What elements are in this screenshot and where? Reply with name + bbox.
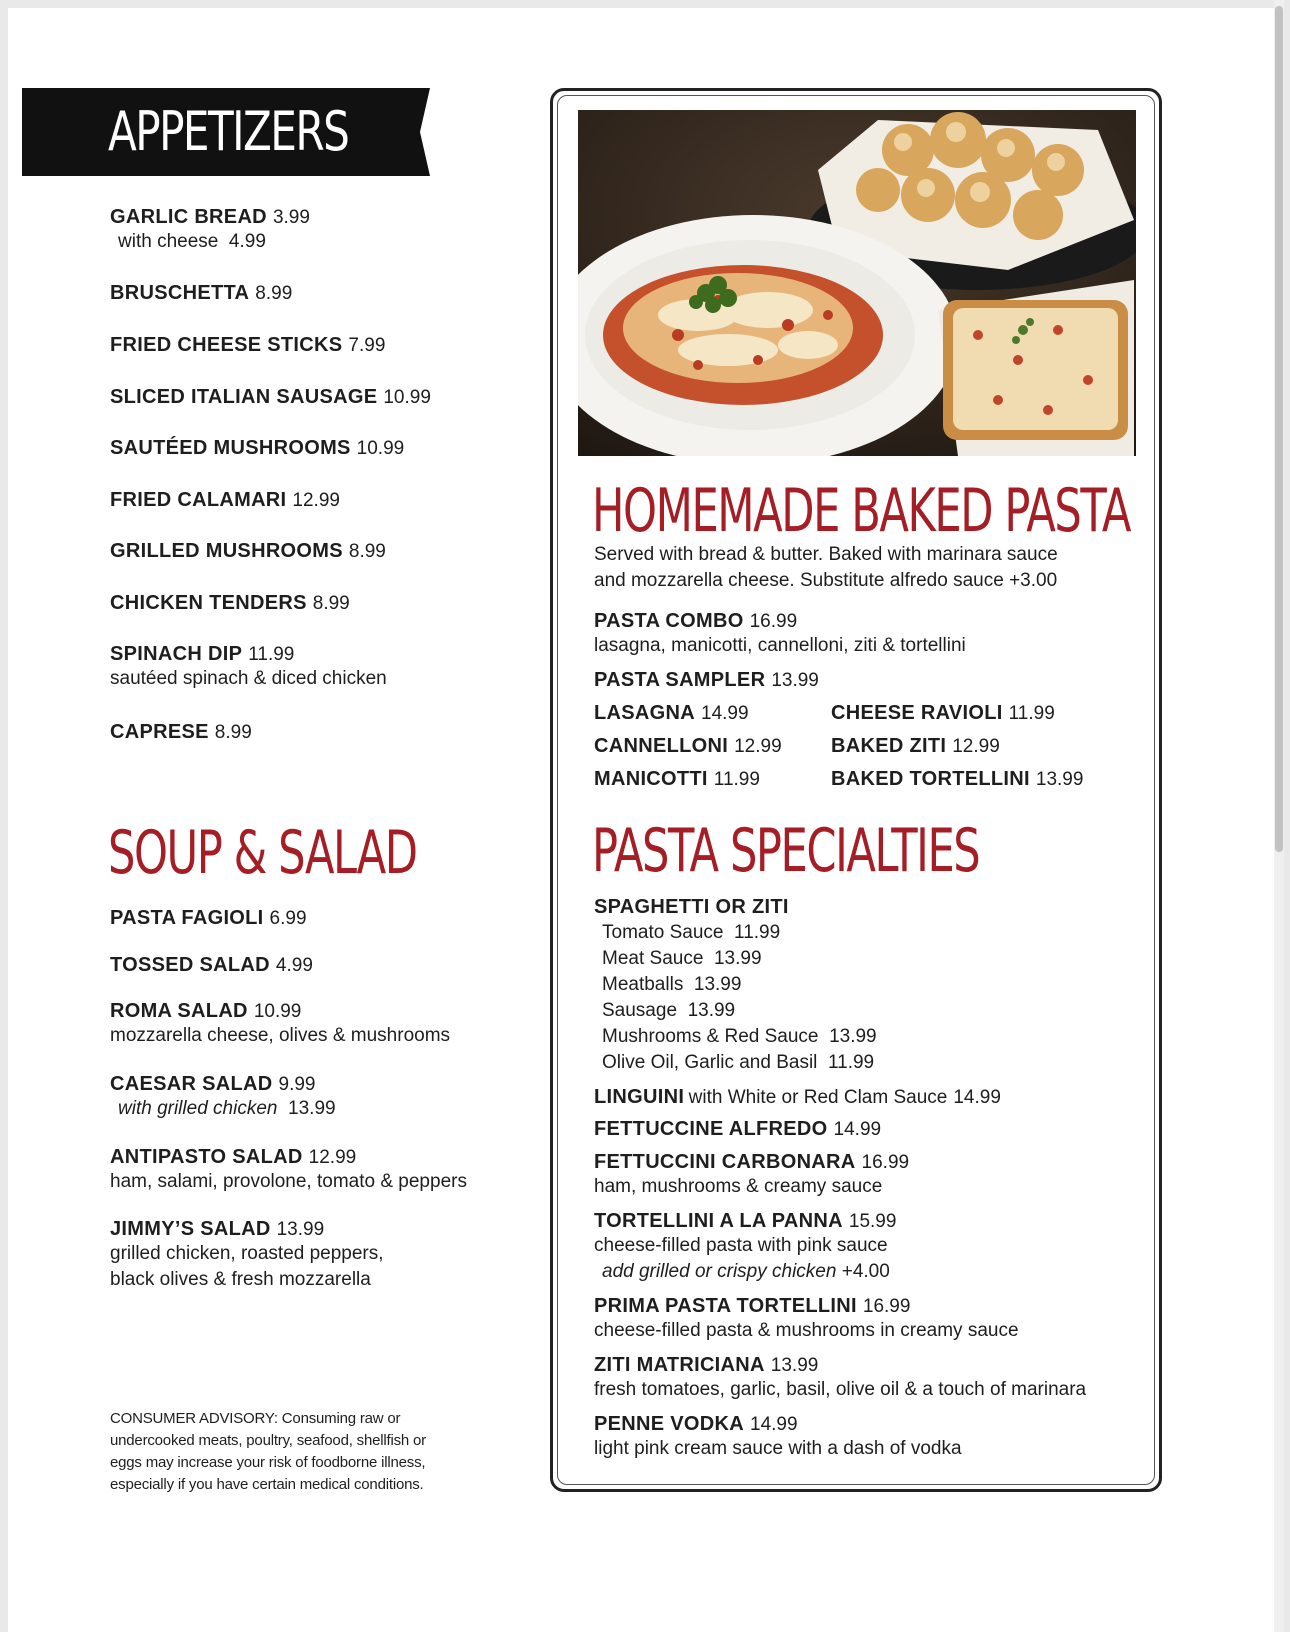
item-name: TORTELLINI A LA PANNA (594, 1210, 843, 1232)
menu-item-tossed-salad (110, 954, 313, 977)
appetizers-title: APPETIZERS (108, 100, 349, 163)
item-name: SAUTÉED MUSHROOMS (110, 437, 351, 459)
item-name: PASTA FAGIOLI (110, 907, 264, 929)
item-price: 13.99 (771, 670, 819, 691)
option-label: Meatballs (602, 974, 684, 995)
scrollbar-thumb[interactable] (1275, 6, 1283, 852)
item-price: 12.99 (734, 736, 782, 757)
menu-item-fettuccine-alfredo (594, 1118, 881, 1141)
consumer-advisory (110, 1408, 450, 1496)
baked-pasta-description (594, 542, 1058, 594)
option-price: 13.99 (829, 1026, 877, 1047)
option-price: 13.99 (687, 1000, 736, 1021)
item-price: 8.99 (312, 593, 350, 614)
item-description-2: black olives & fresh mozzarella (110, 1269, 371, 1290)
option-olive-oil-garlic-basil (602, 1052, 874, 1074)
item-name: CAESAR SALAD (110, 1073, 273, 1095)
description-line: and mozzarella cheese. Substitute alfredo sauce +3.00 (594, 570, 1058, 591)
item-name: BAKED TORTELLINI (831, 768, 1030, 790)
menu-item-bruschetta (110, 282, 292, 305)
menu-item-pasta-combo (594, 610, 966, 659)
menu-item-prima-pasta-tortellini (594, 1295, 1019, 1344)
item-description: with White or Red Clam Sauce (688, 1087, 948, 1108)
item-addon: add grilled or crispy chicken (602, 1261, 837, 1282)
item-sub: with grilled chicken (118, 1098, 278, 1119)
option-price: 13.99 (713, 948, 762, 969)
option-label: Mushrooms & Red Sauce (602, 1026, 819, 1047)
option-meat-sauce (602, 948, 762, 970)
item-description: grilled chicken, roasted peppers, (110, 1243, 384, 1264)
item-price: 12.99 (292, 490, 340, 511)
item-name: PRIMA PASTA TORTELLINI (594, 1295, 857, 1317)
item-name: ZITI MATRICIANA (594, 1354, 765, 1376)
pasta-specialties-title: PASTA SPECIALTIES (592, 816, 980, 886)
item-description: ham, mushrooms & creamy sauce (594, 1176, 883, 1197)
item-name: SLICED ITALIAN SAUSAGE (110, 386, 378, 408)
item-price: 11.99 (1008, 703, 1055, 724)
option-tomato-sauce (602, 922, 780, 944)
menu-item-pasta-sampler (594, 669, 819, 692)
item-addon-price: +4.00 (841, 1261, 890, 1282)
advisory-line: CONSUMER ADVISORY: Consuming raw or (110, 1410, 401, 1427)
description-line: Served with bread & butter. Baked with marinara sauce (594, 544, 1058, 565)
option-label: Olive Oil, Garlic and Basil (602, 1052, 818, 1073)
option-label: Sausage (602, 1000, 678, 1021)
item-price: 10.99 (383, 387, 431, 408)
item-price: 13.99 (276, 1219, 325, 1240)
menu-item-sliced-italian-sausage (110, 386, 431, 409)
item-description: light pink cream sauce with a dash of vodka (594, 1438, 962, 1459)
item-price: 9.99 (278, 1074, 316, 1095)
vertical-scrollbar[interactable] (1274, 0, 1284, 1632)
item-price: 6.99 (269, 908, 307, 929)
item-sub: with cheese (118, 231, 219, 252)
menu-item-jimmys-salad (110, 1218, 384, 1293)
baked-pasta-title: HOMEMADE BAKED PASTA (592, 476, 1131, 546)
menu-item-cannelloni (594, 735, 782, 758)
menu-item-roma-salad (110, 1000, 450, 1049)
menu-item-antipasto-salad (110, 1146, 467, 1195)
appetizers-banner (22, 88, 430, 176)
item-name: PASTA COMBO (594, 610, 744, 632)
soup-salad-title: SOUP & SALAD (108, 818, 417, 888)
item-name: GARLIC BREAD (110, 206, 267, 228)
item-name: PASTA SAMPLER (594, 669, 766, 691)
menu-item-caprese (110, 721, 252, 744)
advisory-line: undercooked meats, poultry, seafood, shellfish or (110, 1432, 426, 1449)
menu-item-caesar-salad (110, 1073, 336, 1122)
menu-item-baked-tortellini (831, 768, 1083, 791)
item-name: FETTUCCINI CARBONARA (594, 1151, 856, 1173)
item-price: 15.99 (848, 1211, 897, 1232)
item-name: BAKED ZITI (831, 735, 947, 757)
item-name: CANNELLONI (594, 735, 729, 757)
item-description: sautéed spinach & diced chicken (110, 668, 387, 689)
item-name: JIMMY’S SALAD (110, 1218, 271, 1240)
menu-item-fried-calamari (110, 489, 340, 512)
menu-item-spaghetti-or-ziti (594, 896, 789, 919)
item-price: 13.99 (770, 1355, 819, 1376)
menu-item-fettuccini-carbonara (594, 1151, 909, 1200)
menu-item-sauteed-mushrooms (110, 437, 404, 460)
item-price: 7.99 (348, 335, 386, 356)
item-price: 11.99 (713, 769, 760, 790)
item-description: lasagna, manicotti, cannelloni, ziti & tortellini (594, 635, 966, 656)
menu-item-pasta-fagioli (110, 907, 307, 930)
item-name: FRIED CALAMARI (110, 489, 287, 511)
item-name: CHEESE RAVIOLI (831, 702, 1003, 724)
item-name: PENNE VODKA (594, 1413, 744, 1435)
menu-item-grilled-mushrooms (110, 540, 386, 563)
item-price: 14.99 (701, 703, 749, 724)
item-sub-price: 13.99 (288, 1098, 336, 1119)
option-price: 11.99 (827, 1052, 875, 1073)
menu-item-fried-cheese-sticks (110, 334, 385, 357)
menu-item-manicotti (594, 768, 760, 791)
item-price: 10.99 (253, 1001, 302, 1022)
menu-item-linguini (594, 1085, 1001, 1111)
item-price: 13.99 (1035, 769, 1084, 790)
item-price: 14.99 (833, 1119, 882, 1140)
item-name: LASAGNA (594, 702, 695, 724)
item-sub-price: 4.99 (228, 231, 266, 252)
item-name: ROMA SALAD (110, 1000, 248, 1022)
item-price: 10.99 (356, 438, 405, 459)
item-price: 14.99 (953, 1087, 1001, 1108)
item-name: FETTUCCINE ALFREDO (594, 1118, 828, 1140)
advisory-line: especially if you have certain medical conditions. (110, 1476, 424, 1493)
item-price: 11.99 (248, 644, 295, 665)
item-price: 8.99 (348, 541, 386, 562)
item-price: 8.99 (255, 283, 293, 304)
item-name: LINGUINI (594, 1086, 685, 1108)
item-name: TOSSED SALAD (110, 954, 270, 976)
item-name: GRILLED MUSHROOMS (110, 540, 343, 562)
item-price: 8.99 (214, 722, 252, 743)
menu-item-penne-vodka (594, 1413, 962, 1462)
item-description: cheese-filled pasta with pink sauce (594, 1235, 888, 1256)
item-price: 12.99 (308, 1147, 357, 1168)
item-price: 4.99 (275, 955, 313, 976)
food-photo (578, 110, 1136, 456)
item-name: MANICOTTI (594, 768, 708, 790)
option-label: Meat Sauce (602, 948, 704, 969)
menu-item-baked-ziti (831, 735, 1000, 758)
item-price: 16.99 (862, 1296, 911, 1317)
option-meatballs (602, 974, 741, 996)
menu-item-tortellini-a-la-panna (594, 1210, 896, 1285)
menu-item-chicken-tenders (110, 592, 350, 615)
menu-item-garlic-bread (110, 206, 310, 255)
item-name: CHICKEN TENDERS (110, 592, 307, 614)
item-description: ham, salami, provolone, tomato & peppers (110, 1171, 467, 1192)
option-sausage (602, 1000, 735, 1022)
option-mushrooms-red-sauce (602, 1026, 877, 1048)
item-name: SPINACH DIP (110, 643, 243, 665)
item-name: BRUSCHETTA (110, 282, 250, 304)
item-name: ANTIPASTO SALAD (110, 1146, 303, 1168)
option-label: Tomato Sauce (602, 922, 724, 943)
menu-item-ziti-matriciana (594, 1354, 1086, 1403)
item-price: 16.99 (749, 611, 798, 632)
item-name: FRIED CHEESE STICKS (110, 334, 343, 356)
option-price: 11.99 (734, 922, 781, 943)
item-price: 14.99 (750, 1414, 798, 1435)
menu-item-lasagna (594, 702, 749, 725)
item-name: CAPRESE (110, 721, 209, 743)
item-price: 12.99 (952, 736, 1000, 757)
menu-item-cheese-ravioli (831, 702, 1055, 725)
menu-item-spinach-dip (110, 643, 387, 692)
item-description: mozzarella cheese, olives & mushrooms (110, 1025, 451, 1046)
advisory-line: eggs may increase your risk of foodborne illness, (110, 1454, 426, 1471)
option-price: 13.99 (693, 974, 742, 995)
item-price: 3.99 (272, 207, 310, 228)
item-name: SPAGHETTI OR ZITI (594, 896, 789, 918)
item-price: 16.99 (861, 1152, 910, 1173)
item-description: cheese-filled pasta & mushrooms in creamy sauce (594, 1320, 1019, 1341)
item-description: fresh tomatoes, garlic, basil, olive oil & a touch of marinara (594, 1379, 1087, 1400)
